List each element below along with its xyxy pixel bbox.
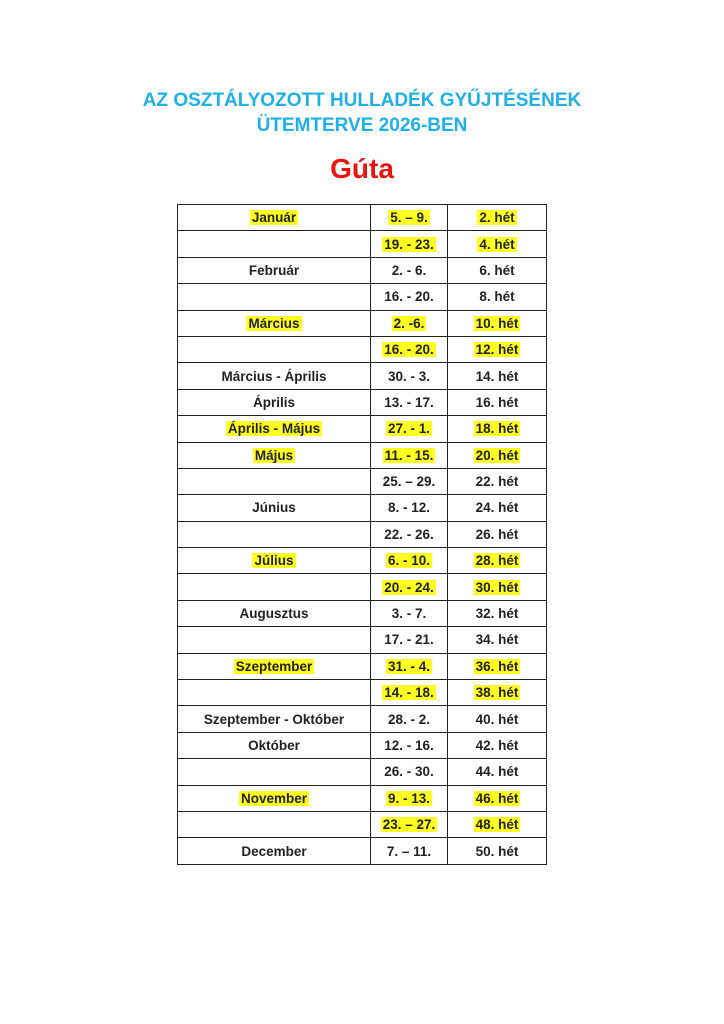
month-text: November	[240, 790, 308, 806]
schedule-row	[178, 600, 547, 626]
month-cell	[178, 363, 371, 389]
dates-text: 8. - 12.	[387, 500, 431, 516]
week-text: 22. hét	[475, 474, 519, 490]
week-cell	[448, 785, 547, 811]
month-text: Július	[254, 553, 294, 569]
week-cell	[448, 600, 547, 626]
dates-cell	[371, 389, 448, 415]
week-text: 12. hét	[475, 342, 519, 358]
week-cell	[448, 627, 547, 653]
week-text: 20. hét	[475, 447, 519, 463]
dates-text: 28. - 2.	[387, 711, 431, 727]
month-text: Október	[248, 738, 300, 753]
week-text: 34. hét	[475, 632, 519, 648]
schedule-row	[178, 336, 547, 362]
city-name: Gúta	[330, 153, 394, 184]
dates-cell	[371, 442, 448, 468]
week-text: 18. hét	[475, 421, 519, 437]
month-cell	[178, 600, 371, 626]
dates-cell	[371, 363, 448, 389]
month-text: Augusztus	[239, 606, 309, 622]
dates-text: 16. - 20.	[384, 289, 434, 305]
dates-cell	[371, 706, 448, 732]
week-cell	[448, 495, 547, 521]
month-cell	[178, 680, 371, 706]
week-cell	[448, 838, 547, 864]
dates-text: 6. - 10.	[387, 553, 431, 569]
schedule-row	[178, 521, 547, 547]
dates-cell	[371, 732, 448, 758]
schedule-row	[178, 231, 547, 257]
month-text: Szeptember	[235, 658, 313, 674]
month-text: Június	[252, 500, 296, 516]
schedule-row	[178, 416, 547, 442]
month-cell	[178, 732, 371, 758]
dates-text: 31. - 4.	[387, 658, 431, 674]
month-text	[272, 289, 276, 304]
dates-text: 9. - 13.	[387, 790, 431, 806]
month-cell	[178, 706, 371, 732]
dates-text: 25. – 29.	[382, 474, 436, 490]
document-title-line-1: AZ OSZTÁLYOZOTT HULLADÉK GYŰJTÉSÉNEK	[142, 90, 582, 111]
month-text: Április	[252, 394, 295, 410]
month-cell	[178, 759, 371, 785]
dates-text: 3. - 7.	[391, 606, 427, 622]
week-text: 38. hét	[475, 685, 519, 701]
schedule-row	[178, 759, 547, 785]
week-cell	[448, 205, 547, 231]
schedule-row	[178, 495, 547, 521]
schedule-row	[178, 811, 547, 837]
month-text: Február	[248, 262, 300, 278]
dates-cell	[371, 548, 448, 574]
month-text: December	[241, 843, 307, 859]
month-cell	[178, 574, 371, 600]
month-cell	[178, 468, 371, 494]
dates-text: 11. - 15.	[384, 447, 434, 463]
week-cell	[448, 336, 547, 362]
week-cell	[448, 231, 547, 257]
dates-cell	[371, 600, 448, 626]
month-cell	[178, 548, 371, 574]
week-cell	[448, 706, 547, 732]
dates-text: 22. - 26.	[384, 526, 434, 542]
week-cell	[448, 389, 547, 415]
schedule-row	[178, 257, 547, 283]
week-text: 36. hét	[475, 658, 519, 674]
week-cell	[448, 811, 547, 837]
week-text: 24. hét	[475, 500, 519, 516]
month-cell	[178, 231, 371, 257]
dates-text: 17. - 21.	[384, 632, 434, 648]
week-cell	[448, 653, 547, 679]
week-cell	[448, 257, 547, 283]
dates-text: 2. -6.	[393, 315, 425, 331]
week-cell	[448, 468, 547, 494]
month-cell	[178, 521, 371, 547]
month-text: Május	[254, 447, 294, 463]
week-cell	[448, 363, 547, 389]
schedule-row	[178, 627, 547, 653]
month-cell	[178, 627, 371, 653]
schedule-row	[178, 468, 547, 494]
week-text: 50. hét	[475, 843, 519, 859]
week-cell	[448, 759, 547, 785]
month-cell	[178, 838, 371, 864]
month-text: Április - Május	[227, 421, 321, 437]
dates-cell	[371, 468, 448, 494]
schedule-row	[178, 785, 547, 811]
schedule-row	[178, 653, 547, 679]
dates-text: 19. - 23.	[384, 236, 434, 252]
schedule-row	[178, 310, 547, 336]
week-text: 28. hét	[475, 553, 519, 569]
dates-cell	[371, 574, 448, 600]
month-cell	[178, 389, 371, 415]
week-cell	[448, 732, 547, 758]
dates-text: 7. – 11.	[386, 843, 432, 859]
month-cell	[178, 205, 371, 231]
week-text: 6. hét	[479, 262, 515, 278]
week-cell	[448, 310, 547, 336]
month-text	[272, 237, 276, 252]
week-text: 42. hét	[475, 738, 519, 753]
dates-cell	[371, 257, 448, 283]
schedule-row	[178, 442, 547, 468]
dates-cell	[371, 627, 448, 653]
month-text	[272, 817, 276, 832]
dates-cell	[371, 759, 448, 785]
dates-text: 30. - 3.	[387, 368, 431, 384]
dates-cell	[371, 838, 448, 864]
week-cell	[448, 521, 547, 547]
dates-text: 13. - 17.	[384, 394, 434, 410]
document-title-line-2: ÜTEMTERVE 2026-BEN	[256, 115, 468, 136]
month-cell	[178, 310, 371, 336]
week-cell	[448, 442, 547, 468]
month-text: Március	[248, 315, 300, 331]
dates-text: 14. - 18.	[384, 685, 434, 701]
month-text	[272, 580, 276, 595]
dates-cell	[371, 310, 448, 336]
month-text	[272, 474, 276, 489]
month-text	[272, 527, 276, 542]
dates-cell	[371, 495, 448, 521]
week-text: 30. hét	[475, 579, 519, 595]
month-cell	[178, 442, 371, 468]
week-text: 26. hét	[475, 526, 519, 542]
week-cell	[448, 574, 547, 600]
week-cell	[448, 416, 547, 442]
dates-cell	[371, 205, 448, 231]
schedule-row	[178, 363, 547, 389]
dates-text: 2. - 6.	[391, 262, 427, 278]
schedule-row	[178, 284, 547, 310]
week-text: 46. hét	[475, 790, 519, 806]
dates-text: 23. – 27.	[382, 817, 436, 833]
month-cell	[178, 653, 371, 679]
dates-cell	[371, 785, 448, 811]
dates-text: 12. - 16.	[384, 738, 434, 753]
month-cell	[178, 284, 371, 310]
month-text: Március - Április	[221, 368, 327, 384]
week-cell	[448, 680, 547, 706]
week-text: 40. hét	[475, 711, 519, 727]
week-text: 8. hét	[479, 289, 515, 305]
month-text: Szeptember - Október	[203, 711, 345, 727]
week-text: 32. hét	[475, 606, 519, 622]
month-cell	[178, 811, 371, 837]
dates-cell	[371, 653, 448, 679]
schedule-row	[178, 574, 547, 600]
dates-cell	[371, 680, 448, 706]
schedule-row	[178, 680, 547, 706]
week-text: 10. hét	[475, 315, 519, 331]
dates-cell	[371, 231, 448, 257]
week-text: 4. hét	[479, 236, 515, 252]
week-cell	[448, 284, 547, 310]
dates-text: 27. - 1.	[387, 421, 431, 437]
dates-text: 5. – 9.	[390, 210, 428, 226]
week-text: 2. hét	[479, 210, 515, 226]
month-cell	[178, 336, 371, 362]
month-text	[272, 685, 276, 700]
month-text	[272, 632, 276, 647]
month-text: Január	[251, 210, 297, 226]
collection-schedule-table	[177, 204, 547, 865]
week-text: 16. hét	[475, 394, 519, 410]
month-cell	[178, 257, 371, 283]
dates-cell	[371, 416, 448, 442]
schedule-row	[178, 732, 547, 758]
month-cell	[178, 785, 371, 811]
dates-text: 26. - 30.	[384, 764, 434, 780]
month-text	[272, 764, 276, 779]
dates-text: 20. - 24.	[384, 579, 434, 595]
week-text: 44. hét	[475, 764, 519, 780]
month-cell	[178, 416, 371, 442]
month-cell	[178, 495, 371, 521]
schedule-table-body	[178, 205, 547, 865]
schedule-row	[178, 838, 547, 864]
week-text: 14. hét	[475, 368, 519, 384]
schedule-row	[178, 205, 547, 231]
dates-cell	[371, 811, 448, 837]
week-text: 48. hét	[475, 817, 519, 833]
dates-text: 16. - 20.	[384, 342, 434, 358]
schedule-row	[178, 706, 547, 732]
schedule-row	[178, 389, 547, 415]
dates-cell	[371, 521, 448, 547]
schedule-row	[178, 548, 547, 574]
month-text	[272, 342, 276, 357]
dates-cell	[371, 284, 448, 310]
dates-cell	[371, 336, 448, 362]
week-cell	[448, 548, 547, 574]
